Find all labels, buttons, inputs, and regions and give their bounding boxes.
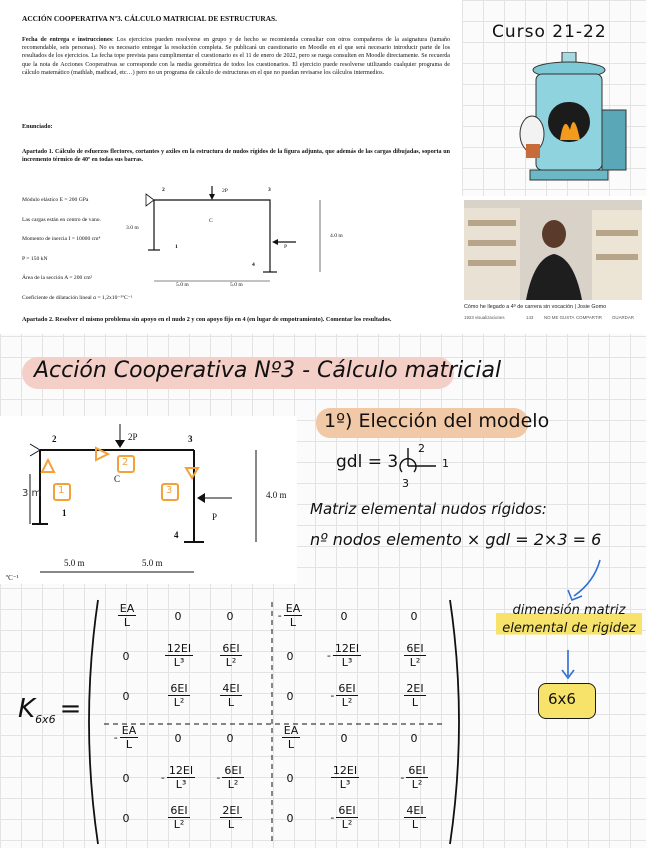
matrix-cell-r2-c4: 0	[286, 650, 294, 663]
enunciado-heading: Enunciado:	[22, 123, 53, 130]
matrix-cell-r2-c3: $\frac{6EI}{\text{L²}}$	[222, 642, 240, 669]
instructions-paragraph	[22, 36, 450, 77]
dof-1-label: 1	[442, 457, 449, 470]
matrix-cell-r1-c5: 0	[340, 610, 348, 623]
matrix-cell-r3-c4: 0	[286, 690, 294, 703]
large-dim-bottom-2: 5.0 m	[142, 558, 163, 568]
small-node-3: 3	[268, 187, 271, 193]
element-3-marker: 3	[166, 485, 173, 496]
matrix-cell-r3-c6: $\frac{2EI}{L}$	[406, 682, 424, 709]
prop-modulus: Módulo elástico E = 200 GPa	[22, 197, 89, 203]
video-action-bar	[464, 315, 642, 327]
matrix-cell-r3-c3: $\frac{4EI}{L}$	[222, 682, 240, 709]
matrix-cell-r6-c3: $\frac{2EI}{L}$	[222, 804, 240, 831]
matrix-cell-r6-c2: $\frac{6EI}{\text{L²}}$	[170, 804, 188, 831]
matrix-cell-r3-c1: 0	[122, 690, 130, 703]
save-button[interactable]: GUARDAR	[612, 315, 634, 320]
dimension-note: dimensión matriz elemental de rigidez	[496, 602, 642, 638]
large-dim-right: 4.0 m	[266, 490, 287, 500]
large-dim-bottom-1: 5.0 m	[64, 558, 85, 568]
stiffness-matrix	[100, 600, 450, 844]
matrix-cell-r5-c4: 0	[286, 772, 294, 785]
blue-arrow-1	[560, 556, 610, 606]
matrix-cell-r1-c3: 0	[226, 610, 234, 623]
matrix-cell-r4-c5: 0	[340, 732, 348, 745]
k-equals: =	[59, 694, 82, 724]
blue-arrow-2	[556, 648, 586, 684]
apartado2-text: Apartado 2. Resolver el mismo problema sin apoyo en el nudo 2 y con apoyo fijo en 4 (en lugar de empotramiento). Comentar los resultados.	[22, 316, 392, 323]
prop-loads: Las cargas están en centro de vano.	[22, 217, 101, 223]
small-label-c: C	[209, 218, 213, 224]
matrix-cell-r5-c5: $\frac{12EI}{\text{L³}}$	[332, 764, 358, 791]
k-symbol: K	[18, 694, 36, 724]
instructions-text: : Los ejercicios pueden resolverse en grupo y de hecho se recomienda consultar con otros compañeros de la asignatura (tamaño recomendable, seis personas). No es necesario entregar la resolución completa. Se publicará un cuestionario en Moodle en el que será necesario introducir parte de los resultados de los ejercicios. La fecha tope prevista para cumplimentar el cuestionario es el 11 de enero de 2022, pero se ruega consulten en Moodle directamente. Se recuerda que la nota de Acciones Cooperativas se corresponde con la media geométrica de todos los cuestionarios. El ejercicio puede resolverse utilizando cualquier programa de cálculo matemático (mathlab, mathcad, etc…) pero no un programa de cálculo de estructuras en el que no puedan revisarse los cálculos intermedios.	[22, 37, 450, 76]
small-dim-bottom-1: 5.0 m	[176, 282, 189, 288]
video-thumbnail[interactable]	[464, 200, 642, 300]
matrix-cell-r6-c5: - $\frac{6EI}{\text{L²}}$	[330, 804, 356, 831]
matrix-cell-r5-c6: - $\frac{6EI}{\text{L²}}$	[400, 764, 426, 791]
stove-illustration	[512, 52, 636, 192]
matrix-cell-r1-c2: 0	[174, 610, 182, 623]
matrix-cell-r1-c1: $\frac{EA}{L}$	[119, 602, 135, 629]
video-embed[interactable]	[460, 196, 646, 334]
document-title: ACCIÓN COOPERATIVA Nº3. CÁLCULO MATRICIAL DE ESTRUCTURAS.	[22, 14, 277, 23]
matrix-cell-r2-c5: - $\frac{12EI}{\text{L³}}$	[326, 642, 360, 669]
prop-inertia: Momento de inercia I = 10000 cm⁴	[22, 236, 101, 242]
step1-title: 1º) Elección del modelo	[324, 410, 550, 432]
apartado1-text: Apartado 1. Cálculo de esfuerzos flectores, cortantes y axiles en la estructura de nudos rígidos de la figura adjunta, que además de las cargas dibujadas, soporta un incremento térmico de 40º en todas sus barras.	[22, 149, 450, 164]
dof-3-label: 3	[402, 477, 409, 490]
element-1-marker: 1	[58, 485, 65, 496]
pasted-assignment-document	[0, 0, 462, 334]
frame-diagram-large	[0, 416, 297, 584]
matrix-cell-r3-c5: - $\frac{6EI}{\text{L²}}$	[330, 682, 356, 709]
large-node-1: 1	[62, 508, 67, 518]
large-node-2: 2	[52, 434, 57, 444]
size-box-text: 6x6	[548, 690, 576, 708]
matrix-cell-r5-c2: - $\frac{12EI}{\text{L³}}$	[160, 764, 194, 791]
large-node-3: 3	[188, 434, 193, 444]
small-node-2: 2	[162, 187, 165, 193]
small-dim-left: 3.0 m	[126, 225, 139, 231]
large-node-4: 4	[174, 530, 179, 540]
prop-area: Área de la sección A = 200 cm²	[22, 275, 93, 281]
video-title[interactable]: Cómo he llegado a 4º de carrera sin vocación | Josie Gomo	[464, 304, 607, 310]
matrix-cell-r2-c6: $\frac{6EI}{\text{L²}}$	[406, 642, 424, 669]
k-subscript: 6x6	[35, 713, 56, 727]
matrix-cell-r4-c2: 0	[174, 732, 182, 745]
k-label	[18, 694, 81, 726]
small-dim-right: 4.0 m	[330, 233, 343, 239]
large-dim-left: 3 m	[22, 488, 42, 499]
curso-label: Curso 21-22	[492, 22, 607, 42]
prop-dilatation: Coeficiente de dilatación lineal α = 1,2x10⁻⁵ºC⁻¹	[22, 295, 133, 301]
matrix-cell-r4-c1: - $\frac{EA}{L}$	[113, 724, 137, 751]
matrix-cell-r5-c1: 0	[122, 772, 130, 785]
large-load-p: P	[212, 512, 218, 522]
small-node-1: 1	[175, 244, 178, 250]
matrix-cell-r4-c3: 0	[226, 732, 234, 745]
small-load-p: P	[284, 244, 288, 250]
matrix-cell-r6-c4: 0	[286, 812, 294, 825]
dislike-button[interactable]: NO ME GUSTA	[544, 315, 575, 320]
matrix-cell-r6-c1: 0	[122, 812, 130, 825]
matrix-cell-r2-c1: 0	[122, 650, 130, 663]
matrix-cell-r1-c4: - $\frac{EA}{L}$	[277, 602, 301, 629]
matrix-cell-r6-c6: $\frac{4EI}{L}$	[406, 804, 424, 831]
prop-load-p: P = 150 kN	[22, 256, 48, 262]
small-node-4: 4	[252, 262, 255, 268]
matriz-line-1: Matriz elemental nudos rígidos:	[310, 500, 547, 518]
matrix-cell-r4-c4: $\frac{EA}{L}$	[283, 724, 299, 751]
video-scene	[464, 200, 642, 300]
share-button[interactable]: COMPARTIR	[576, 315, 602, 320]
element-2-marker: 2	[122, 457, 129, 468]
large-load-2p: 2P	[128, 432, 138, 442]
matrix-cell-r2-c2: $\frac{12EI}{\text{L³}}$	[166, 642, 192, 669]
large-units: ºC⁻¹	[6, 574, 19, 582]
gdl-text: gdl = 3	[336, 452, 399, 472]
small-dim-bottom-2: 5.0 m	[230, 282, 243, 288]
matrix-cell-r4-c6: 0	[410, 732, 418, 745]
dof-2-label: 2	[418, 442, 425, 455]
large-label-c: C	[114, 474, 121, 484]
matrix-cell-r5-c3: - $\frac{6EI}{\text{L²}}$	[216, 764, 242, 791]
matriz-line-2: nº nodos elemento × gdl = 2×3 = 6	[310, 530, 602, 549]
video-views: 1923 visualizaciones	[464, 315, 505, 320]
matrix-cell-r3-c2: $\frac{6EI}{\text{L²}}$	[170, 682, 188, 709]
like-button[interactable]: 143	[526, 315, 534, 320]
frame-diagram-small	[140, 184, 360, 294]
notes-heading: Acción Cooperativa Nº3 - Cálculo matricial	[34, 358, 502, 383]
small-load-2p: 2P	[222, 188, 228, 194]
matrix-cell-r1-c6: 0	[410, 610, 418, 623]
instructions-label: Fecha de entrega e instrucciones	[22, 37, 113, 43]
